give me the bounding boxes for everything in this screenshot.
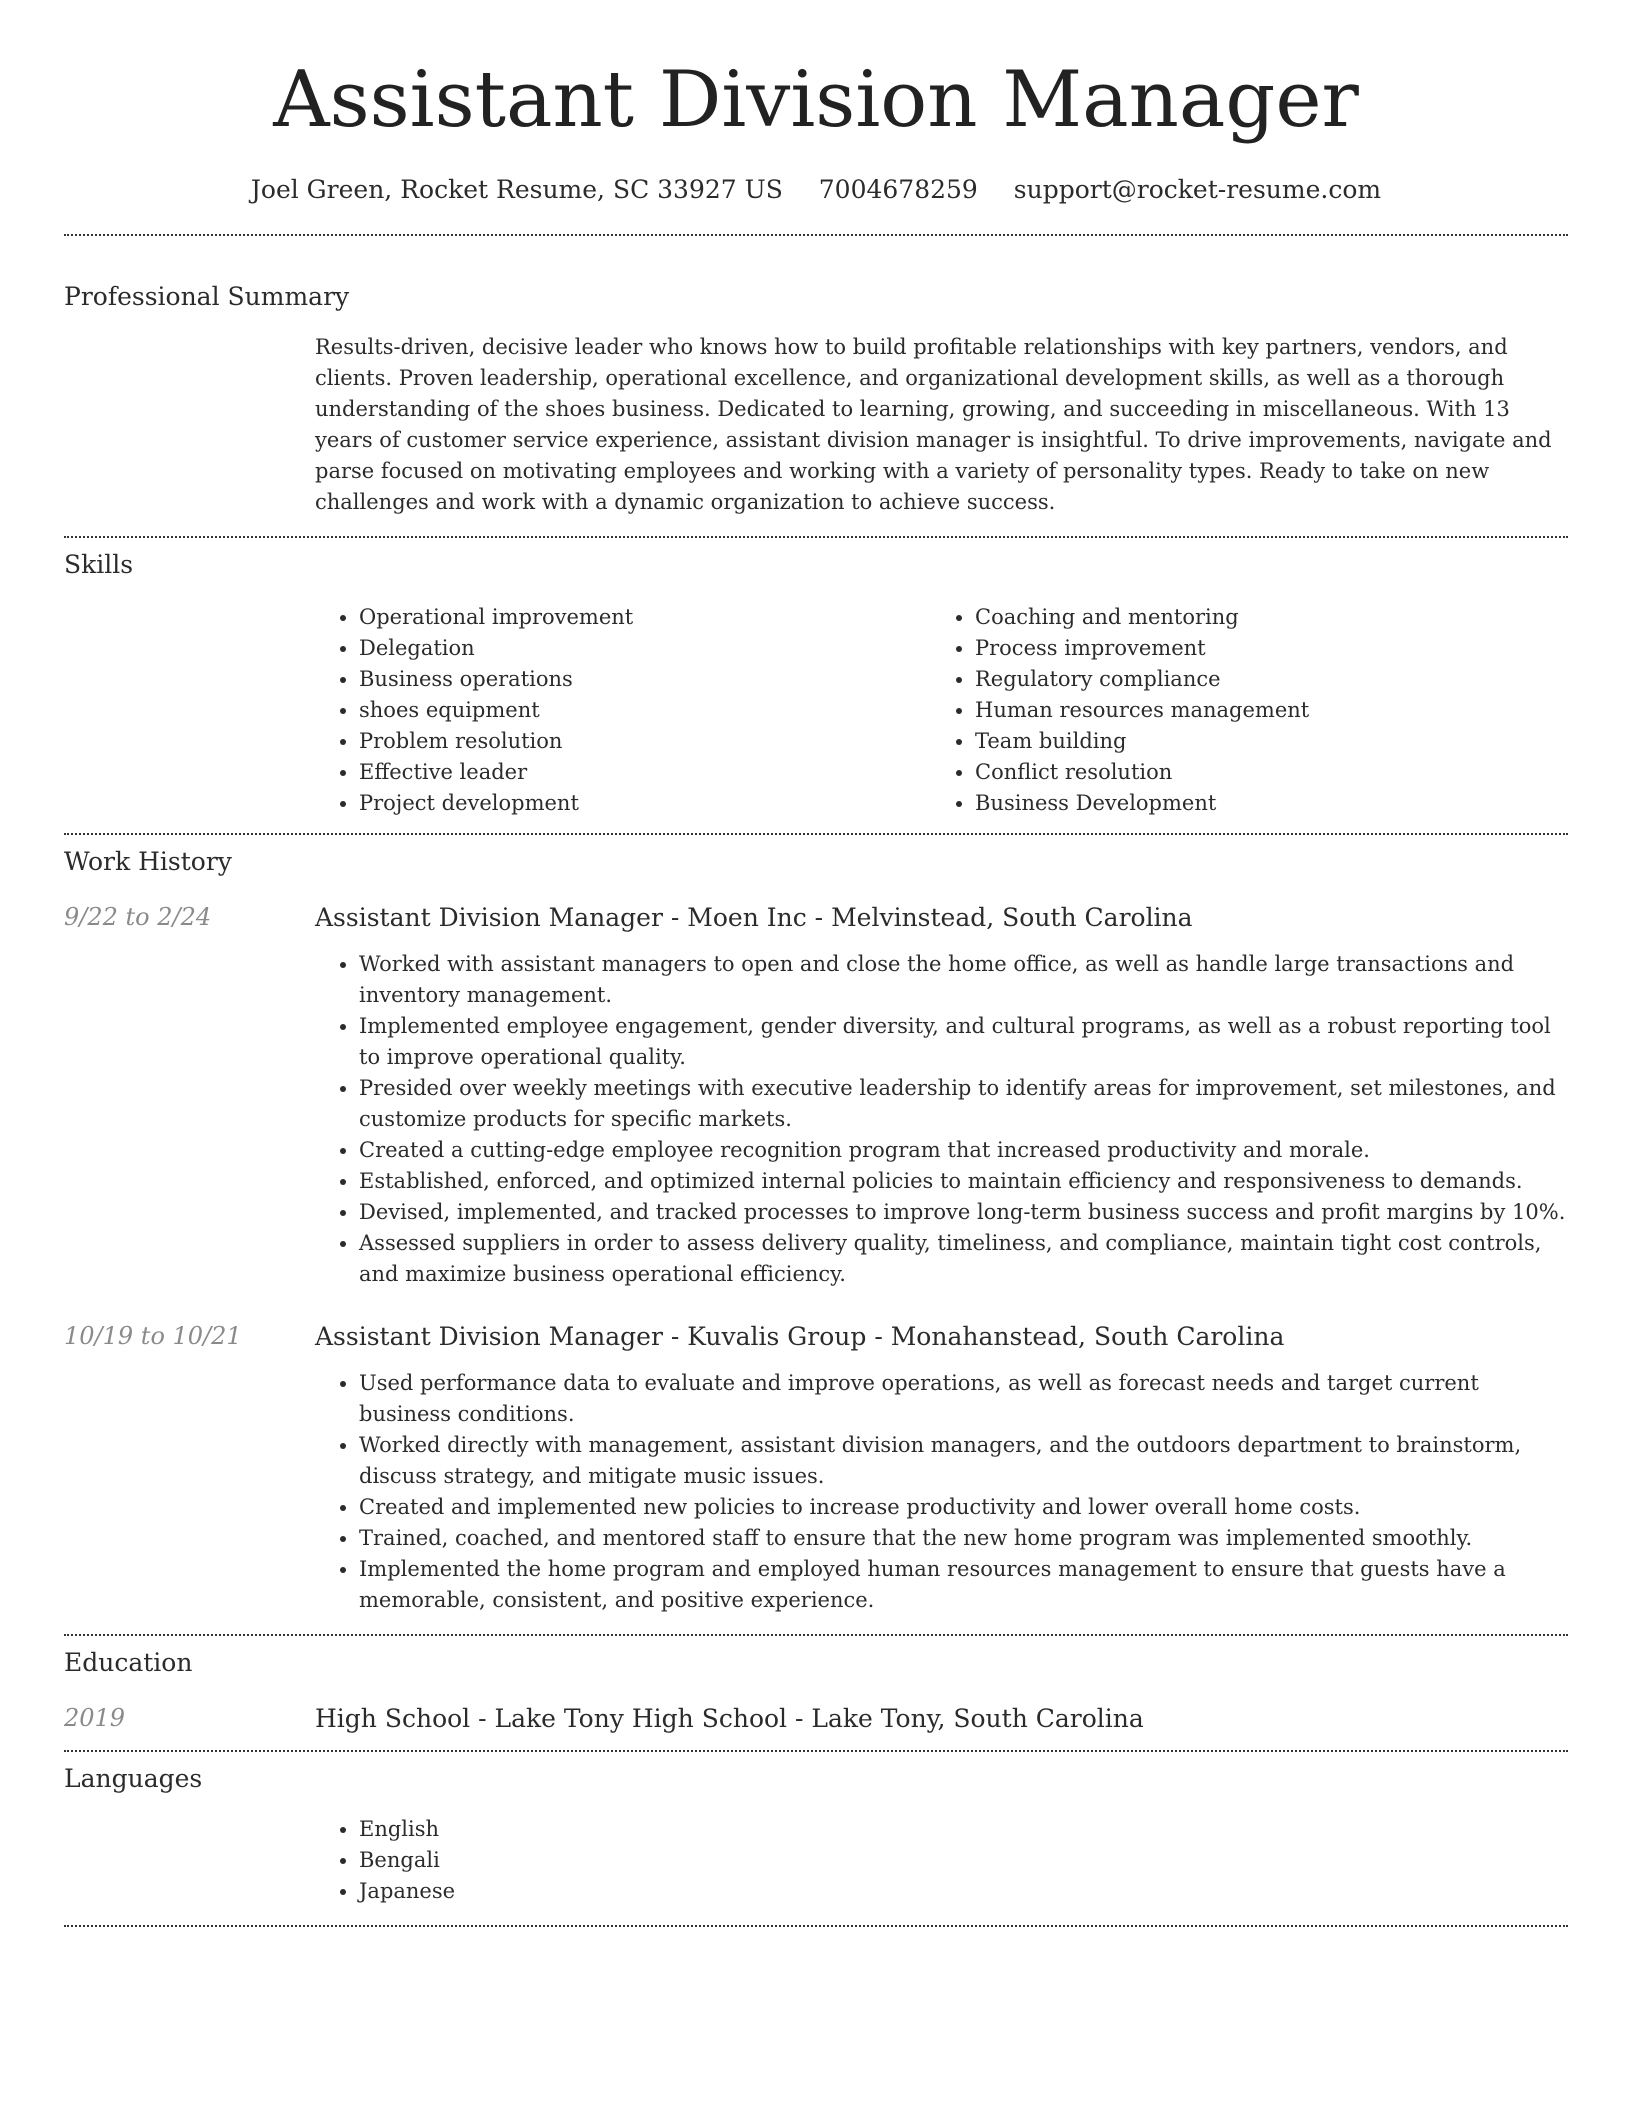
job-bullet: • Presided over weekly meetings with executive leadership to identify areas for improvement, set milestones, and customize products for specific markets. — [359, 1073, 1568, 1135]
education-year: 2019 — [64, 1704, 126, 1732]
job-dates: 9/22 to 2/24 — [64, 903, 212, 931]
skills-spacer — [64, 602, 315, 819]
contact-address: Joel Green, Rocket Resume, SC 33927 US — [250, 175, 783, 204]
languages-spacer — [64, 1814, 315, 1907]
skills-column-left — [315, 602, 931, 819]
job-bullet: • Assessed suppliers in order to assess delivery quality, timeliness, and compliance, maintain tight cost controls, and maximize business operational efficiency. — [359, 1228, 1568, 1290]
skill-item: • Business operations — [359, 664, 931, 695]
job-bullet: • Devised, implemented, and tracked processes to improve long-term business success and profit margins by 10%. — [359, 1197, 1568, 1228]
education-entry: High School - Lake Tony High School - Lake Tony, South Carolina — [315, 1704, 1144, 1733]
summary-section — [64, 280, 1568, 518]
language-item: • Bengali — [359, 1845, 1568, 1876]
job-entry — [64, 901, 1568, 1290]
job-bullet: • Established, enforced, and optimized internal policies to maintain efficiency and responsiveness to demands. — [359, 1166, 1568, 1197]
skill-item: • shoes equipment — [359, 695, 931, 726]
job-dates: 10/19 to 10/21 — [64, 1322, 242, 1350]
divider — [64, 1925, 1568, 1927]
skill-item: • Coaching and mentoring — [975, 602, 1309, 633]
skill-item: • Operational improvement — [359, 602, 931, 633]
job-bullet: • Created and implemented new policies to increase productivity and lower overall home costs. — [359, 1492, 1568, 1523]
skill-item: • Problem resolution — [359, 726, 931, 757]
languages-heading: Languages — [64, 1764, 203, 1793]
skills-list — [315, 602, 1568, 819]
divider — [64, 234, 1568, 236]
job-bullets — [315, 1368, 1568, 1616]
skill-item: • Regulatory compliance — [975, 664, 1309, 695]
job-bullets — [315, 949, 1568, 1290]
job-bullet: • Worked with assistant managers to open and close the home office, as well as handle large transactions and inventory management. — [359, 949, 1568, 1011]
job-bullet: • Used performance data to evaluate and improve operations, as well as forecast needs and target current business conditions. — [359, 1368, 1568, 1430]
education-heading: Education — [64, 1648, 193, 1677]
contact-phone: 7004678259 — [818, 175, 978, 204]
summary-spacer — [64, 332, 315, 518]
summary-text: Results-driven, decisive leader who knows how to build profitable relationships with key partners, vendors, and clients. Proven leadership, operational excellence, and organizational development skills, as well as a thorough understanding of the shoes business. Dedicated to learning, growing, and succeeding in miscellaneous. With 13 years of customer service experience, assistant division manager is insightful. To drive improvements, navigate and parse focused on motivating employees and working with a variety of personality types. Ready to take on new challenges and work with a dynamic organization to achieve success. — [315, 335, 1552, 514]
skill-item: • Business Development — [975, 788, 1309, 819]
skills-section — [64, 548, 1568, 819]
contact-email: support@rocket-resume.com — [1013, 175, 1382, 204]
resume-title: Assistant Division Manager — [273, 55, 1359, 145]
education-section — [64, 1646, 1568, 1736]
job-bullet: • Implemented employee engagement, gender diversity, and cultural programs, as well as a robust reporting tool to improve operational quality. — [359, 1011, 1568, 1073]
skill-item: • Effective leader — [359, 757, 931, 788]
job-bullet: • Trained, coached, and mentored staff to ensure that the new home program was implemented smoothly. — [359, 1523, 1568, 1554]
language-item: • English — [359, 1814, 1568, 1845]
job-bullet: • Worked directly with management, assistant division managers, and the outdoors department to brainstorm, discuss strategy, and mitigate music issues. — [359, 1430, 1568, 1492]
language-item: • Japanese — [359, 1876, 1568, 1907]
job-bullet: • Implemented the home program and employed human resources management to ensure that guests have a memorable, consistent, and positive experience. — [359, 1554, 1568, 1616]
work-heading: Work History — [64, 847, 232, 876]
summary-heading: Professional Summary — [64, 282, 350, 311]
languages-list — [315, 1814, 1568, 1907]
divider — [64, 833, 1568, 835]
divider — [64, 1634, 1568, 1636]
skills-heading: Skills — [64, 550, 134, 579]
skill-item: • Human resources management — [975, 695, 1309, 726]
skill-item: • Delegation — [359, 633, 931, 664]
skill-item: • Project development — [359, 788, 931, 819]
job-bullet: • Created a cutting-edge employee recognition program that increased productivity and morale. — [359, 1135, 1568, 1166]
divider — [64, 1750, 1568, 1752]
languages-section — [64, 1762, 1568, 1907]
work-section — [64, 845, 1568, 1616]
job-entry — [64, 1320, 1568, 1616]
skill-item: • Team building — [975, 726, 1309, 757]
skill-item: • Conflict resolution — [975, 757, 1309, 788]
skill-item: • Process improvement — [975, 633, 1309, 664]
job-title: Assistant Division Manager - Moen Inc - Melvinstead, South Carolina — [315, 903, 1193, 932]
job-title: Assistant Division Manager - Kuvalis Group - Monahanstead, South Carolina — [315, 1322, 1285, 1351]
contact-line — [64, 172, 1568, 208]
skills-column-right — [931, 602, 1309, 819]
divider — [64, 536, 1568, 538]
